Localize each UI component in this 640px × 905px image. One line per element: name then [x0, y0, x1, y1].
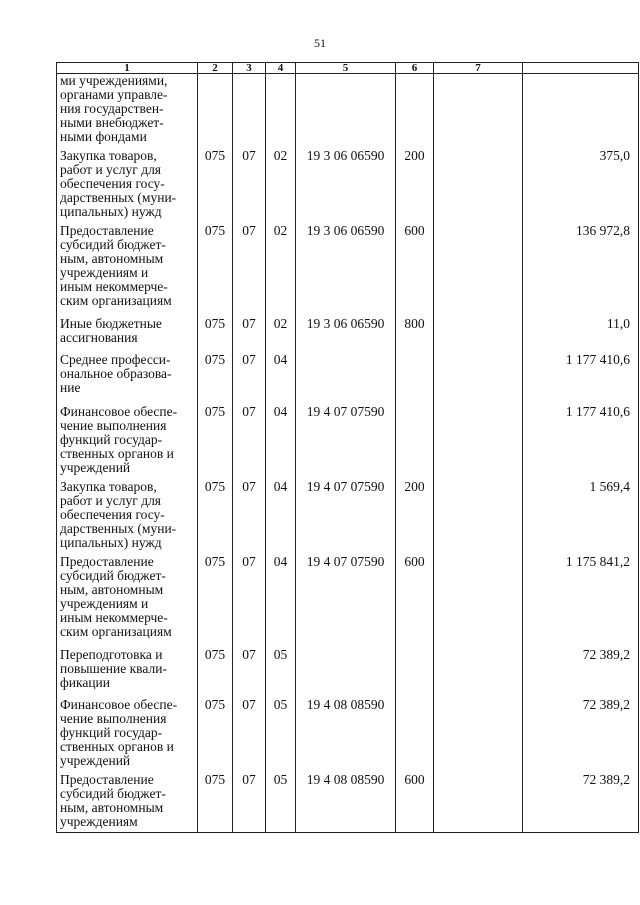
section-code-cell: 07	[233, 555, 266, 648]
expense-type-cell: 600	[396, 555, 434, 648]
table-row	[57, 555, 639, 648]
ministry-code-cell: 075	[198, 353, 233, 405]
subsection-code-cell: 05	[266, 773, 296, 833]
budget-table	[56, 62, 639, 833]
target-article-cell	[296, 648, 396, 698]
column-header: 3	[233, 63, 266, 74]
row-name-cell: Среднее професси- ональное образова- ние	[57, 353, 198, 405]
row-name-cell: Закупка товаров, работ и услуг для обеспечения госу- дарственных (муни- ципальных) нужд	[57, 480, 198, 555]
ministry-code-cell: 075	[198, 480, 233, 555]
table-body	[57, 74, 639, 833]
target-article-cell: 19 4 07 07590	[296, 405, 396, 480]
row-name-cell: ми учреждениями, органами управле- ния государствен- ными внебюджет- ными фондами	[57, 74, 198, 149]
column-header: 1	[57, 63, 198, 74]
section-code-cell: 07	[233, 224, 266, 317]
subsection-code-cell: 04	[266, 405, 296, 480]
target-article-cell	[296, 74, 396, 149]
amount-cell: 375,0	[523, 149, 639, 224]
amount-cell: 72 389,2	[523, 773, 639, 833]
expense-type-cell	[396, 648, 434, 698]
amount-cell: 72 389,2	[523, 648, 639, 698]
column-7-cell	[434, 480, 523, 555]
row-name-cell: Иные бюджетные ассигнования	[57, 317, 198, 353]
target-article-cell: 19 4 07 07590	[296, 480, 396, 555]
ministry-code-cell: 075	[198, 405, 233, 480]
column-7-cell	[434, 74, 523, 149]
target-article-cell: 19 4 07 07590	[296, 555, 396, 648]
expense-type-cell: 200	[396, 149, 434, 224]
expense-type-cell: 200	[396, 480, 434, 555]
ministry-code-cell: 075	[198, 773, 233, 833]
column-header	[523, 63, 639, 74]
expense-type-cell: 600	[396, 224, 434, 317]
subsection-code-cell	[266, 74, 296, 149]
amount-cell: 72 389,2	[523, 698, 639, 773]
expense-type-cell	[396, 698, 434, 773]
column-header: 6	[396, 63, 434, 74]
table-header-row	[57, 63, 639, 74]
table-row	[57, 353, 639, 405]
row-name-cell: Предоставление субсидий бюджет- ным, автономным учреждениям	[57, 773, 198, 833]
amount-cell: 1 569,4	[523, 480, 639, 555]
table-row	[57, 480, 639, 555]
table-row	[57, 405, 639, 480]
subsection-code-cell: 02	[266, 224, 296, 317]
amount-cell	[523, 74, 639, 149]
section-code-cell	[233, 74, 266, 149]
table-row	[57, 698, 639, 773]
row-name-cell: Закупка товаров, работ и услуг для обеспечения госу- дарственных (муни- ципальных) нужд	[57, 149, 198, 224]
page-number: 51	[314, 36, 326, 50]
subsection-code-cell: 05	[266, 648, 296, 698]
section-code-cell: 07	[233, 480, 266, 555]
column-7-cell	[434, 555, 523, 648]
section-code-cell: 07	[233, 149, 266, 224]
ministry-code-cell: 075	[198, 555, 233, 648]
column-7-cell	[434, 698, 523, 773]
section-code-cell: 07	[233, 353, 266, 405]
section-code-cell: 07	[233, 317, 266, 353]
target-article-cell	[296, 353, 396, 405]
expense-type-cell: 800	[396, 317, 434, 353]
column-7-cell	[434, 224, 523, 317]
expense-type-cell	[396, 74, 434, 149]
column-header: 2	[198, 63, 233, 74]
table-row	[57, 149, 639, 224]
amount-cell: 1 175 841,2	[523, 555, 639, 648]
ministry-code-cell: 075	[198, 648, 233, 698]
subsection-code-cell: 05	[266, 698, 296, 773]
subsection-code-cell: 02	[266, 149, 296, 224]
ministry-code-cell: 075	[198, 224, 233, 317]
subsection-code-cell: 04	[266, 353, 296, 405]
column-header: 5	[296, 63, 396, 74]
subsection-code-cell: 04	[266, 555, 296, 648]
expense-type-cell	[396, 353, 434, 405]
subsection-code-cell: 02	[266, 317, 296, 353]
ministry-code-cell	[198, 74, 233, 149]
row-name-cell: Финансовое обеспе- чение выполнения функций государ- ственных органов и учреждений	[57, 698, 198, 773]
column-header: 4	[266, 63, 296, 74]
row-name-cell: Предоставление субсидий бюджет- ным, автономным учреждениям и иным некоммерче- ским организациям	[57, 555, 198, 648]
column-7-cell	[434, 353, 523, 405]
column-7-cell	[434, 648, 523, 698]
ministry-code-cell: 075	[198, 149, 233, 224]
table-row	[57, 317, 639, 353]
section-code-cell: 07	[233, 773, 266, 833]
target-article-cell: 19 3 06 06590	[296, 224, 396, 317]
amount-cell: 136 972,8	[523, 224, 639, 317]
amount-cell: 1 177 410,6	[523, 353, 639, 405]
amount-cell: 11,0	[523, 317, 639, 353]
row-name-cell: Переподготовка и повышение квали- фикации	[57, 648, 198, 698]
column-7-cell	[434, 405, 523, 480]
table-row	[57, 224, 639, 317]
column-7-cell	[434, 773, 523, 833]
target-article-cell: 19 3 06 06590	[296, 149, 396, 224]
section-code-cell: 07	[233, 648, 266, 698]
expense-type-cell: 600	[396, 773, 434, 833]
ministry-code-cell: 075	[198, 317, 233, 353]
target-article-cell: 19 3 06 06590	[296, 317, 396, 353]
table-row	[57, 74, 639, 149]
row-name-cell: Финансовое обеспе- чение выполнения функций государ- ственных органов и учреждений	[57, 405, 198, 480]
table-row	[57, 773, 639, 833]
expense-type-cell	[396, 405, 434, 480]
column-7-cell	[434, 149, 523, 224]
section-code-cell: 07	[233, 698, 266, 773]
subsection-code-cell: 04	[266, 480, 296, 555]
row-name-cell: Предоставление субсидий бюджет- ным, автономным учреждениям и иным некоммерче- ским организациям	[57, 224, 198, 317]
column-header: 7	[434, 63, 523, 74]
target-article-cell: 19 4 08 08590	[296, 698, 396, 773]
column-7-cell	[434, 317, 523, 353]
target-article-cell: 19 4 08 08590	[296, 773, 396, 833]
ministry-code-cell: 075	[198, 698, 233, 773]
table-row	[57, 648, 639, 698]
amount-cell: 1 177 410,6	[523, 405, 639, 480]
section-code-cell: 07	[233, 405, 266, 480]
